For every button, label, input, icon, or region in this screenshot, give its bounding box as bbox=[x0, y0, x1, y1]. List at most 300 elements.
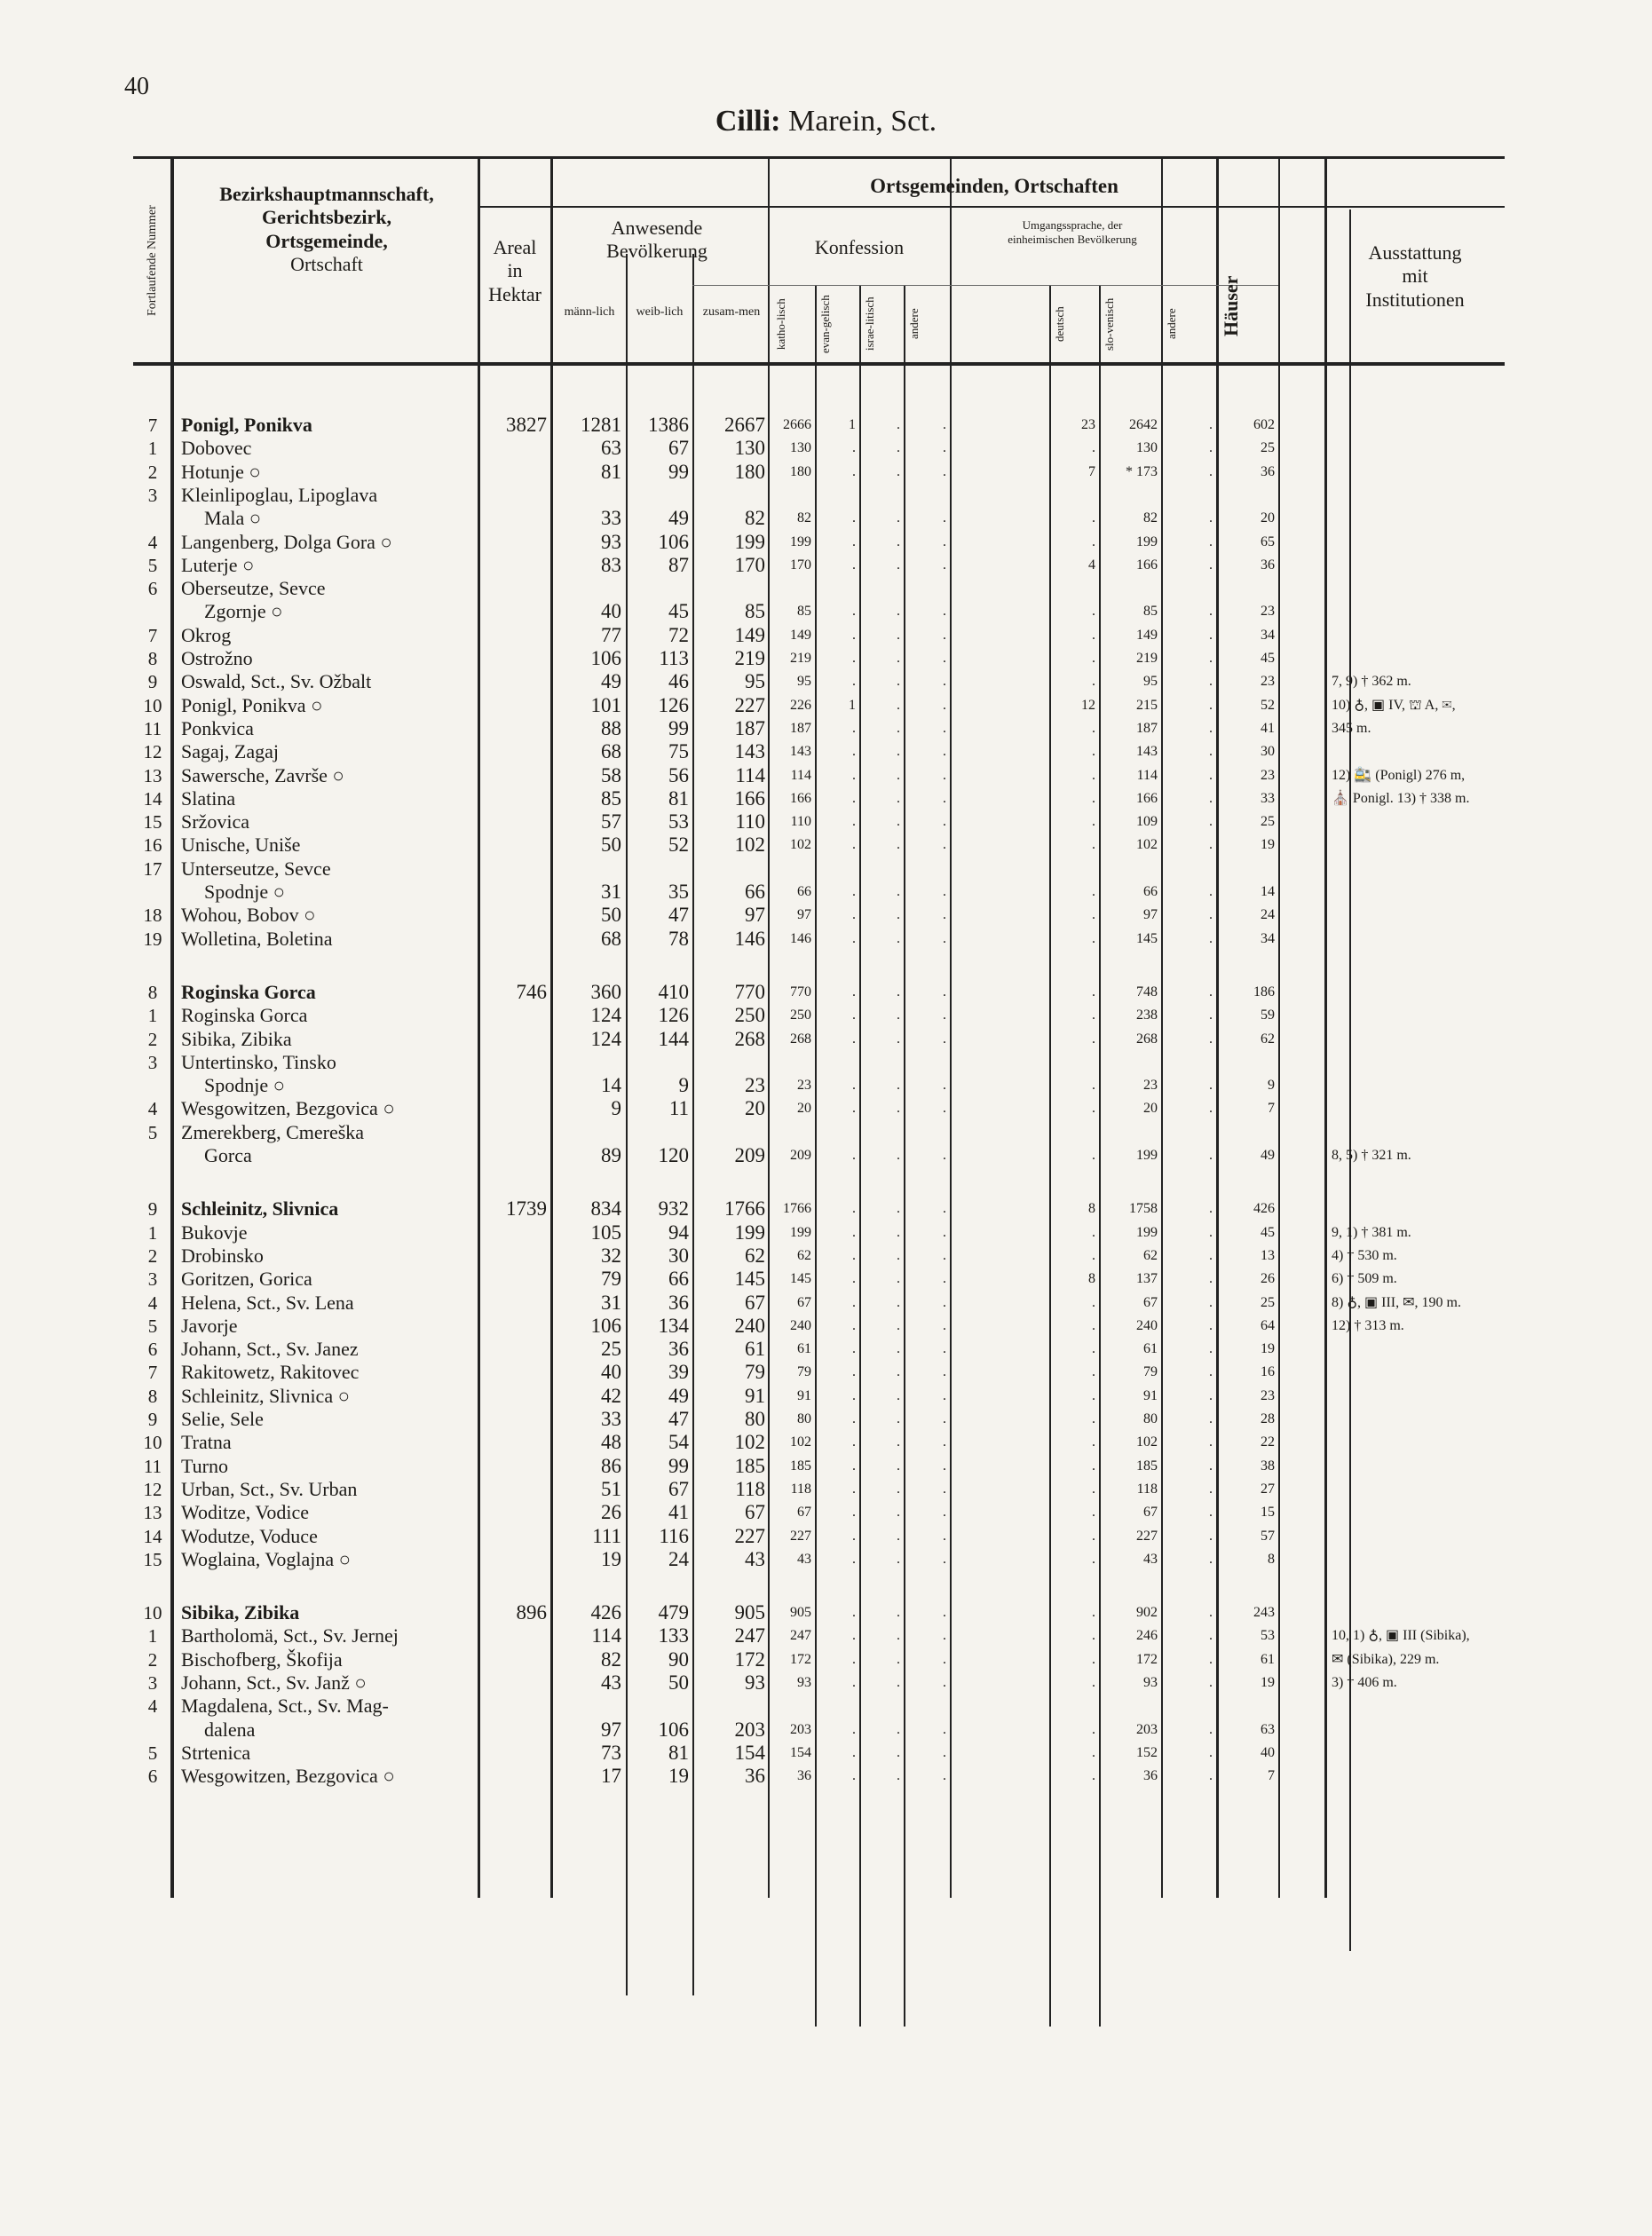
cell-evan: . bbox=[852, 1744, 856, 1760]
cell-t: 102 bbox=[734, 834, 765, 857]
cell-area: 3827 bbox=[506, 414, 547, 436]
cell-evan: . bbox=[852, 1201, 856, 1217]
cell-place: Ostrožno bbox=[181, 647, 253, 669]
cell-slo: 238 bbox=[1136, 1007, 1158, 1023]
cell-isr: . bbox=[897, 1605, 900, 1621]
cell-m: 85 bbox=[601, 786, 621, 810]
header-notes bbox=[1328, 241, 1502, 312]
cell-m: 68 bbox=[601, 927, 621, 950]
cell-and: . bbox=[943, 1224, 946, 1240]
cell-kath: 82 bbox=[797, 510, 811, 526]
cell-isr: . bbox=[897, 417, 900, 432]
cell-m: 73 bbox=[601, 1741, 621, 1764]
cell-place: Wohou, Bobov ○ bbox=[181, 904, 316, 927]
cell-t: 95 bbox=[745, 670, 765, 693]
cell-isr: . bbox=[897, 1528, 900, 1544]
cell-land: . bbox=[1209, 1481, 1213, 1497]
cell-no: 10 bbox=[143, 1432, 162, 1454]
cell-land: . bbox=[1209, 627, 1213, 643]
rule bbox=[859, 285, 861, 2027]
cell-deu: . bbox=[1092, 1224, 1095, 1240]
cell-t: 66 bbox=[745, 881, 765, 903]
cell-slo: 82 bbox=[1143, 510, 1158, 526]
cell-isr: . bbox=[897, 1411, 900, 1426]
cell-slo: 67 bbox=[1143, 1294, 1158, 1310]
cell-slo: * 173 bbox=[1126, 463, 1158, 479]
cell-h: 34 bbox=[1261, 627, 1275, 643]
cell-kath: 905 bbox=[790, 1605, 811, 1621]
cell-no: 3 bbox=[147, 1051, 158, 1073]
cell-h: 36 bbox=[1261, 463, 1275, 479]
cell-evan: . bbox=[852, 1458, 856, 1474]
cell-place: Sibika, Zibika bbox=[181, 1027, 292, 1050]
cell-evan: . bbox=[852, 1551, 856, 1567]
cell-and: . bbox=[943, 1387, 946, 1403]
cell-m: 48 bbox=[601, 1431, 621, 1454]
cell-no: 13 bbox=[143, 764, 162, 786]
cell-note: 8) ♁, ▣ III, ✉, 190 m. bbox=[1332, 1294, 1461, 1310]
cell-kath: 166 bbox=[790, 790, 811, 806]
cell-t: 130 bbox=[734, 437, 765, 460]
header-district bbox=[178, 183, 476, 277]
cell-land: . bbox=[1209, 1148, 1213, 1163]
cell-t: 203 bbox=[734, 1718, 765, 1741]
cell-evan: . bbox=[852, 930, 856, 946]
cell-slo: 36 bbox=[1143, 1768, 1158, 1784]
cell-place: Zgornje ○ bbox=[204, 600, 283, 623]
cell-h: 25 bbox=[1261, 1294, 1275, 1310]
cell-no: 17 bbox=[143, 857, 162, 880]
cell-h: 19 bbox=[1261, 1675, 1275, 1690]
cell-place: Javorje bbox=[181, 1314, 238, 1337]
cell-w: 50 bbox=[668, 1671, 689, 1694]
cell-evan: . bbox=[852, 1031, 856, 1047]
rule bbox=[133, 362, 1505, 366]
cell-m: 83 bbox=[601, 553, 621, 576]
cell-deu: . bbox=[1092, 837, 1095, 853]
cell-deu: . bbox=[1092, 1078, 1095, 1094]
cell-h: 14 bbox=[1261, 884, 1275, 899]
cell-and: . bbox=[943, 1768, 946, 1784]
cell-evan: . bbox=[852, 1224, 856, 1240]
cell-h: 25 bbox=[1261, 814, 1275, 830]
cell-land: . bbox=[1209, 604, 1213, 620]
cell-slo: 143 bbox=[1136, 744, 1158, 760]
cell-isr: . bbox=[897, 1294, 900, 1310]
cell-no: 19 bbox=[143, 928, 162, 950]
cell-deu: . bbox=[1092, 1247, 1095, 1263]
cell-kath: 268 bbox=[790, 1031, 811, 1047]
cell-h: 23 bbox=[1261, 674, 1275, 690]
cell-h: 16 bbox=[1261, 1364, 1275, 1380]
cell-m: 17 bbox=[601, 1765, 621, 1788]
rule bbox=[950, 156, 952, 1898]
cell-place: Gorca bbox=[204, 1144, 252, 1166]
cell-place: Langenberg, Dolga Gora ○ bbox=[181, 530, 392, 553]
cell-isr: . bbox=[897, 674, 900, 690]
cell-place: Roginska Gorca bbox=[181, 980, 316, 1003]
cell-h: 23 bbox=[1261, 1387, 1275, 1403]
cell-evan: . bbox=[852, 557, 856, 573]
cell-no: 11 bbox=[143, 1455, 162, 1477]
cell-w: 410 bbox=[658, 980, 689, 1003]
cell-and: . bbox=[943, 533, 946, 549]
cell-m: 79 bbox=[601, 1268, 621, 1291]
cell-place: Hotunje ○ bbox=[181, 460, 261, 483]
cell-isr: . bbox=[897, 1458, 900, 1474]
cell-slo: 61 bbox=[1143, 1341, 1158, 1357]
cell-w: 479 bbox=[658, 1601, 689, 1624]
rule bbox=[170, 156, 174, 1898]
cell-evan: . bbox=[852, 837, 856, 853]
cell-isr: . bbox=[897, 1387, 900, 1403]
cell-w: 120 bbox=[658, 1144, 689, 1166]
cell-land: . bbox=[1209, 440, 1213, 456]
cell-kath: 80 bbox=[797, 1411, 811, 1426]
cell-no: 7 bbox=[147, 415, 158, 436]
cell-place: Magdalena, Sct., Sv. Mag- bbox=[181, 1695, 389, 1718]
cell-and: . bbox=[943, 1605, 946, 1621]
cell-t: 905 bbox=[734, 1601, 765, 1624]
cell-place: Sagaj, Zagaj bbox=[181, 740, 279, 763]
cell-isr: . bbox=[897, 1201, 900, 1217]
cell-no: 9 bbox=[147, 1409, 158, 1430]
cell-deu: . bbox=[1092, 790, 1095, 806]
cell-isr: . bbox=[897, 1768, 900, 1784]
cell-slo: 172 bbox=[1136, 1651, 1158, 1667]
cell-h: 45 bbox=[1261, 651, 1275, 666]
cell-note: 9, 1) † 381 m. bbox=[1332, 1224, 1411, 1240]
cell-slo: 114 bbox=[1136, 767, 1158, 783]
header-district-line: Ortschaft bbox=[290, 253, 363, 276]
cell-w: 99 bbox=[668, 716, 689, 739]
cell-m: 26 bbox=[601, 1501, 621, 1524]
cell-t: 170 bbox=[734, 553, 765, 576]
cell-land: . bbox=[1209, 533, 1213, 549]
cell-t: 97 bbox=[745, 904, 765, 927]
cell-place: Slatina bbox=[181, 786, 236, 810]
cell-w: 39 bbox=[668, 1361, 689, 1384]
cell-h: 186 bbox=[1253, 984, 1275, 999]
cell-w: 126 bbox=[658, 1004, 689, 1027]
header-jewish: israe-litisch bbox=[863, 296, 876, 352]
cell-land: . bbox=[1209, 984, 1213, 999]
cell-deu: . bbox=[1092, 1387, 1095, 1403]
cell-evan: . bbox=[852, 1505, 856, 1521]
cell-m: 68 bbox=[601, 740, 621, 763]
cell-no: 4 bbox=[147, 531, 158, 553]
cell-place: Schleinitz, Slivnica bbox=[181, 1197, 339, 1221]
cell-evan: . bbox=[852, 627, 856, 643]
header-population: Anwesende Bevölkerung bbox=[606, 217, 707, 263]
cell-isr: . bbox=[897, 1317, 900, 1333]
header-area bbox=[481, 236, 549, 306]
cell-isr: . bbox=[897, 930, 900, 946]
cell-land: . bbox=[1209, 1317, 1213, 1333]
header-notes-line: mit bbox=[1402, 265, 1428, 288]
cell-m: 834 bbox=[590, 1197, 621, 1221]
cell-kath: 185 bbox=[790, 1458, 811, 1474]
cell-m: 81 bbox=[601, 460, 621, 483]
cell-land: . bbox=[1209, 907, 1213, 923]
cell-t: 247 bbox=[734, 1624, 765, 1647]
cell-deu: . bbox=[1092, 1505, 1095, 1521]
cell-w: 49 bbox=[668, 507, 689, 530]
cell-deu: . bbox=[1092, 907, 1095, 923]
cell-w: 78 bbox=[668, 927, 689, 950]
cell-isr: . bbox=[897, 533, 900, 549]
cell-place: Unische, Uniše bbox=[181, 834, 301, 857]
cell-evan: . bbox=[852, 1528, 856, 1544]
cell-and: . bbox=[943, 1294, 946, 1310]
cell-and: . bbox=[943, 1628, 946, 1644]
header-notes-line: Ausstattung bbox=[1368, 241, 1462, 264]
cell-no: 1 bbox=[147, 438, 158, 460]
cell-t: 172 bbox=[734, 1647, 765, 1671]
cell-note: 12) 🚉 (Ponigl) 276 m, bbox=[1332, 767, 1466, 783]
cell-deu: . bbox=[1092, 1294, 1095, 1310]
cell-evan: . bbox=[852, 720, 856, 736]
cell-h: 62 bbox=[1261, 1031, 1275, 1047]
cell-isr: . bbox=[897, 651, 900, 666]
cell-kath: 149 bbox=[790, 627, 811, 643]
cell-place: Woditze, Vodice bbox=[181, 1501, 310, 1524]
cell-t: 110 bbox=[735, 810, 765, 834]
cell-land: . bbox=[1209, 697, 1213, 713]
cell-slo: 1758 bbox=[1129, 1201, 1158, 1217]
cell-kath: 209 bbox=[790, 1148, 811, 1163]
cell-and: . bbox=[943, 1411, 946, 1426]
cell-deu: . bbox=[1092, 1721, 1095, 1737]
cell-evan: . bbox=[852, 790, 856, 806]
cell-h: 33 bbox=[1261, 790, 1275, 806]
cell-and: . bbox=[943, 440, 946, 456]
cell-note: 345 m. bbox=[1332, 720, 1371, 736]
cell-deu: . bbox=[1092, 1744, 1095, 1760]
cell-w: 126 bbox=[658, 693, 689, 716]
cell-place: Drobinsko bbox=[181, 1244, 264, 1267]
cell-w: 54 bbox=[668, 1431, 689, 1454]
cell-kath: 66 bbox=[797, 884, 811, 899]
cell-evan: . bbox=[852, 463, 856, 479]
cell-no: 9 bbox=[147, 1198, 158, 1221]
cell-and: . bbox=[943, 674, 946, 690]
cell-slo: 102 bbox=[1136, 1434, 1158, 1450]
cell-w: 67 bbox=[668, 437, 689, 460]
cell-isr: . bbox=[897, 1364, 900, 1380]
cell-no: 4 bbox=[147, 1695, 158, 1718]
rule bbox=[1216, 156, 1219, 1898]
cell-h: 24 bbox=[1261, 907, 1275, 923]
cell-h: 7 bbox=[1268, 1768, 1275, 1784]
cell-land: . bbox=[1209, 1434, 1213, 1450]
cell-isr: . bbox=[897, 1628, 900, 1644]
cell-no: 2 bbox=[147, 1028, 158, 1050]
header-pop-female: weib-lich bbox=[636, 305, 684, 319]
cell-kath: 97 bbox=[797, 907, 811, 923]
cell-slo: 85 bbox=[1143, 604, 1158, 620]
cell-and: . bbox=[943, 984, 946, 999]
cell-no bbox=[137, 1718, 169, 1742]
cell-m: 101 bbox=[590, 693, 621, 716]
cell-no: 5 bbox=[147, 1315, 158, 1337]
cell-no: 8 bbox=[147, 648, 158, 669]
cell-w: 75 bbox=[668, 740, 689, 763]
cell-m: 31 bbox=[601, 1291, 621, 1314]
cell-slo: 130 bbox=[1136, 440, 1158, 456]
cell-deu: . bbox=[1092, 1458, 1095, 1474]
cell-t: 209 bbox=[734, 1144, 765, 1166]
cell-and: . bbox=[943, 1651, 946, 1667]
cell-deu: . bbox=[1092, 1675, 1095, 1690]
cell-t: 114 bbox=[735, 763, 765, 786]
cell-kath: 43 bbox=[797, 1551, 811, 1567]
cell-and: . bbox=[943, 651, 946, 666]
cell-w: 99 bbox=[668, 1454, 689, 1477]
cell-slo: 166 bbox=[1136, 790, 1158, 806]
cell-h: 8 bbox=[1268, 1551, 1275, 1567]
cell-evan: . bbox=[852, 1101, 856, 1117]
cell-t: 67 bbox=[745, 1291, 765, 1314]
cell-kath: 95 bbox=[797, 674, 811, 690]
cell-w: 90 bbox=[668, 1647, 689, 1671]
cell-land: . bbox=[1209, 1651, 1213, 1667]
cell-land: . bbox=[1209, 417, 1213, 432]
cell-deu: 12 bbox=[1081, 697, 1095, 713]
cell-t: 91 bbox=[745, 1384, 765, 1407]
cell-and: . bbox=[943, 557, 946, 573]
cell-land: . bbox=[1209, 1387, 1213, 1403]
cell-evan: . bbox=[852, 884, 856, 899]
cell-place: Johann, Sct., Sv. Janž ○ bbox=[181, 1671, 367, 1694]
cell-isr: . bbox=[897, 627, 900, 643]
cell-land: . bbox=[1209, 463, 1213, 479]
rule bbox=[1099, 285, 1101, 2027]
cell-kath: 227 bbox=[790, 1528, 811, 1544]
cell-evan: . bbox=[852, 1434, 856, 1450]
cell-deu: . bbox=[1092, 533, 1095, 549]
cell-no: 12 bbox=[143, 741, 162, 763]
cell-isr: . bbox=[897, 837, 900, 853]
cell-slo: 102 bbox=[1136, 837, 1158, 853]
cell-t: 187 bbox=[734, 716, 765, 739]
cell-m: 32 bbox=[601, 1244, 621, 1267]
cell-and: . bbox=[943, 1007, 946, 1023]
cell-t: 227 bbox=[734, 1524, 765, 1547]
cell-deu: . bbox=[1092, 884, 1095, 899]
cell-evan: . bbox=[852, 651, 856, 666]
cell-t: 67 bbox=[745, 1501, 765, 1524]
cell-h: 7 bbox=[1268, 1101, 1275, 1117]
cell-w: 24 bbox=[668, 1547, 689, 1570]
cell-land: . bbox=[1209, 674, 1213, 690]
cell-isr: . bbox=[897, 1007, 900, 1023]
cell-m: 42 bbox=[601, 1384, 621, 1407]
cell-land: . bbox=[1209, 1247, 1213, 1263]
cell-slo: 166 bbox=[1136, 557, 1158, 573]
cell-w: 19 bbox=[668, 1765, 689, 1788]
cell-isr: . bbox=[897, 697, 900, 713]
cell-h: 30 bbox=[1261, 744, 1275, 760]
cell-land: . bbox=[1209, 930, 1213, 946]
rule bbox=[692, 254, 694, 1995]
cell-w: 52 bbox=[668, 834, 689, 857]
cell-h: 13 bbox=[1261, 1247, 1275, 1263]
cell-deu: . bbox=[1092, 1341, 1095, 1357]
cell-h: 64 bbox=[1261, 1317, 1275, 1333]
cell-land: . bbox=[1209, 1458, 1213, 1474]
cell-w: 11 bbox=[668, 1097, 689, 1120]
cell-and: . bbox=[943, 1505, 946, 1521]
rule bbox=[133, 156, 1505, 159]
cell-and: . bbox=[943, 1744, 946, 1760]
cell-t: 79 bbox=[745, 1361, 765, 1384]
cell-m: 9 bbox=[611, 1097, 621, 1120]
cell-isr: . bbox=[897, 1551, 900, 1567]
header-area-line: Areal bbox=[493, 236, 537, 258]
cell-deu: . bbox=[1092, 1628, 1095, 1644]
cell-h: 22 bbox=[1261, 1434, 1275, 1450]
cell-w: 144 bbox=[658, 1027, 689, 1050]
cell-m: 25 bbox=[601, 1338, 621, 1361]
cell-kath: 93 bbox=[797, 1675, 811, 1690]
cell-isr: . bbox=[897, 1031, 900, 1047]
cell-deu: . bbox=[1092, 744, 1095, 760]
cell-no: 1 bbox=[147, 1221, 158, 1244]
cell-deu: . bbox=[1092, 1605, 1095, 1621]
cell-deu: . bbox=[1092, 440, 1095, 456]
cell-no: 13 bbox=[143, 1502, 162, 1524]
cell-land: . bbox=[1209, 1505, 1213, 1521]
cell-isr: . bbox=[897, 1481, 900, 1497]
cell-t: 149 bbox=[734, 623, 765, 646]
cell-m: 114 bbox=[591, 1624, 621, 1647]
cell-w: 81 bbox=[668, 1741, 689, 1764]
cell-evan: . bbox=[852, 767, 856, 783]
cell-evan: . bbox=[852, 533, 856, 549]
cell-m: 33 bbox=[601, 1408, 621, 1430]
cell-kath: 91 bbox=[797, 1387, 811, 1403]
cell-kath: 146 bbox=[790, 930, 811, 946]
cell-w: 35 bbox=[668, 881, 689, 903]
cell-and: . bbox=[943, 767, 946, 783]
cell-deu: . bbox=[1092, 1364, 1095, 1380]
cell-slo: 62 bbox=[1143, 1247, 1158, 1263]
cell-isr: . bbox=[897, 907, 900, 923]
cell-land: . bbox=[1209, 1101, 1213, 1117]
cell-place: Johann, Sct., Sv. Janez bbox=[181, 1338, 359, 1361]
cell-m: 106 bbox=[590, 1314, 621, 1337]
cell-m: 360 bbox=[590, 980, 621, 1003]
cell-slo: 215 bbox=[1136, 697, 1158, 713]
cell-place: Bischofberg, Škofija bbox=[181, 1647, 343, 1671]
cell-h: 19 bbox=[1261, 1341, 1275, 1357]
cell-place: Zmerekberg, Cmereška bbox=[181, 1120, 365, 1143]
cell-m: 33 bbox=[601, 507, 621, 530]
cell-isr: . bbox=[897, 1101, 900, 1117]
cell-land: . bbox=[1209, 1078, 1213, 1094]
cell-and: . bbox=[943, 1675, 946, 1690]
cell-and: . bbox=[943, 417, 946, 432]
cell-slo: 203 bbox=[1136, 1721, 1158, 1737]
cell-evan: . bbox=[852, 674, 856, 690]
cell-evan: . bbox=[852, 1294, 856, 1310]
cell-w: 87 bbox=[668, 553, 689, 576]
cell-w: 133 bbox=[658, 1624, 689, 1647]
cell-and: . bbox=[943, 1721, 946, 1737]
cell-no: 9 bbox=[147, 671, 158, 693]
cell-m: 43 bbox=[601, 1671, 621, 1694]
